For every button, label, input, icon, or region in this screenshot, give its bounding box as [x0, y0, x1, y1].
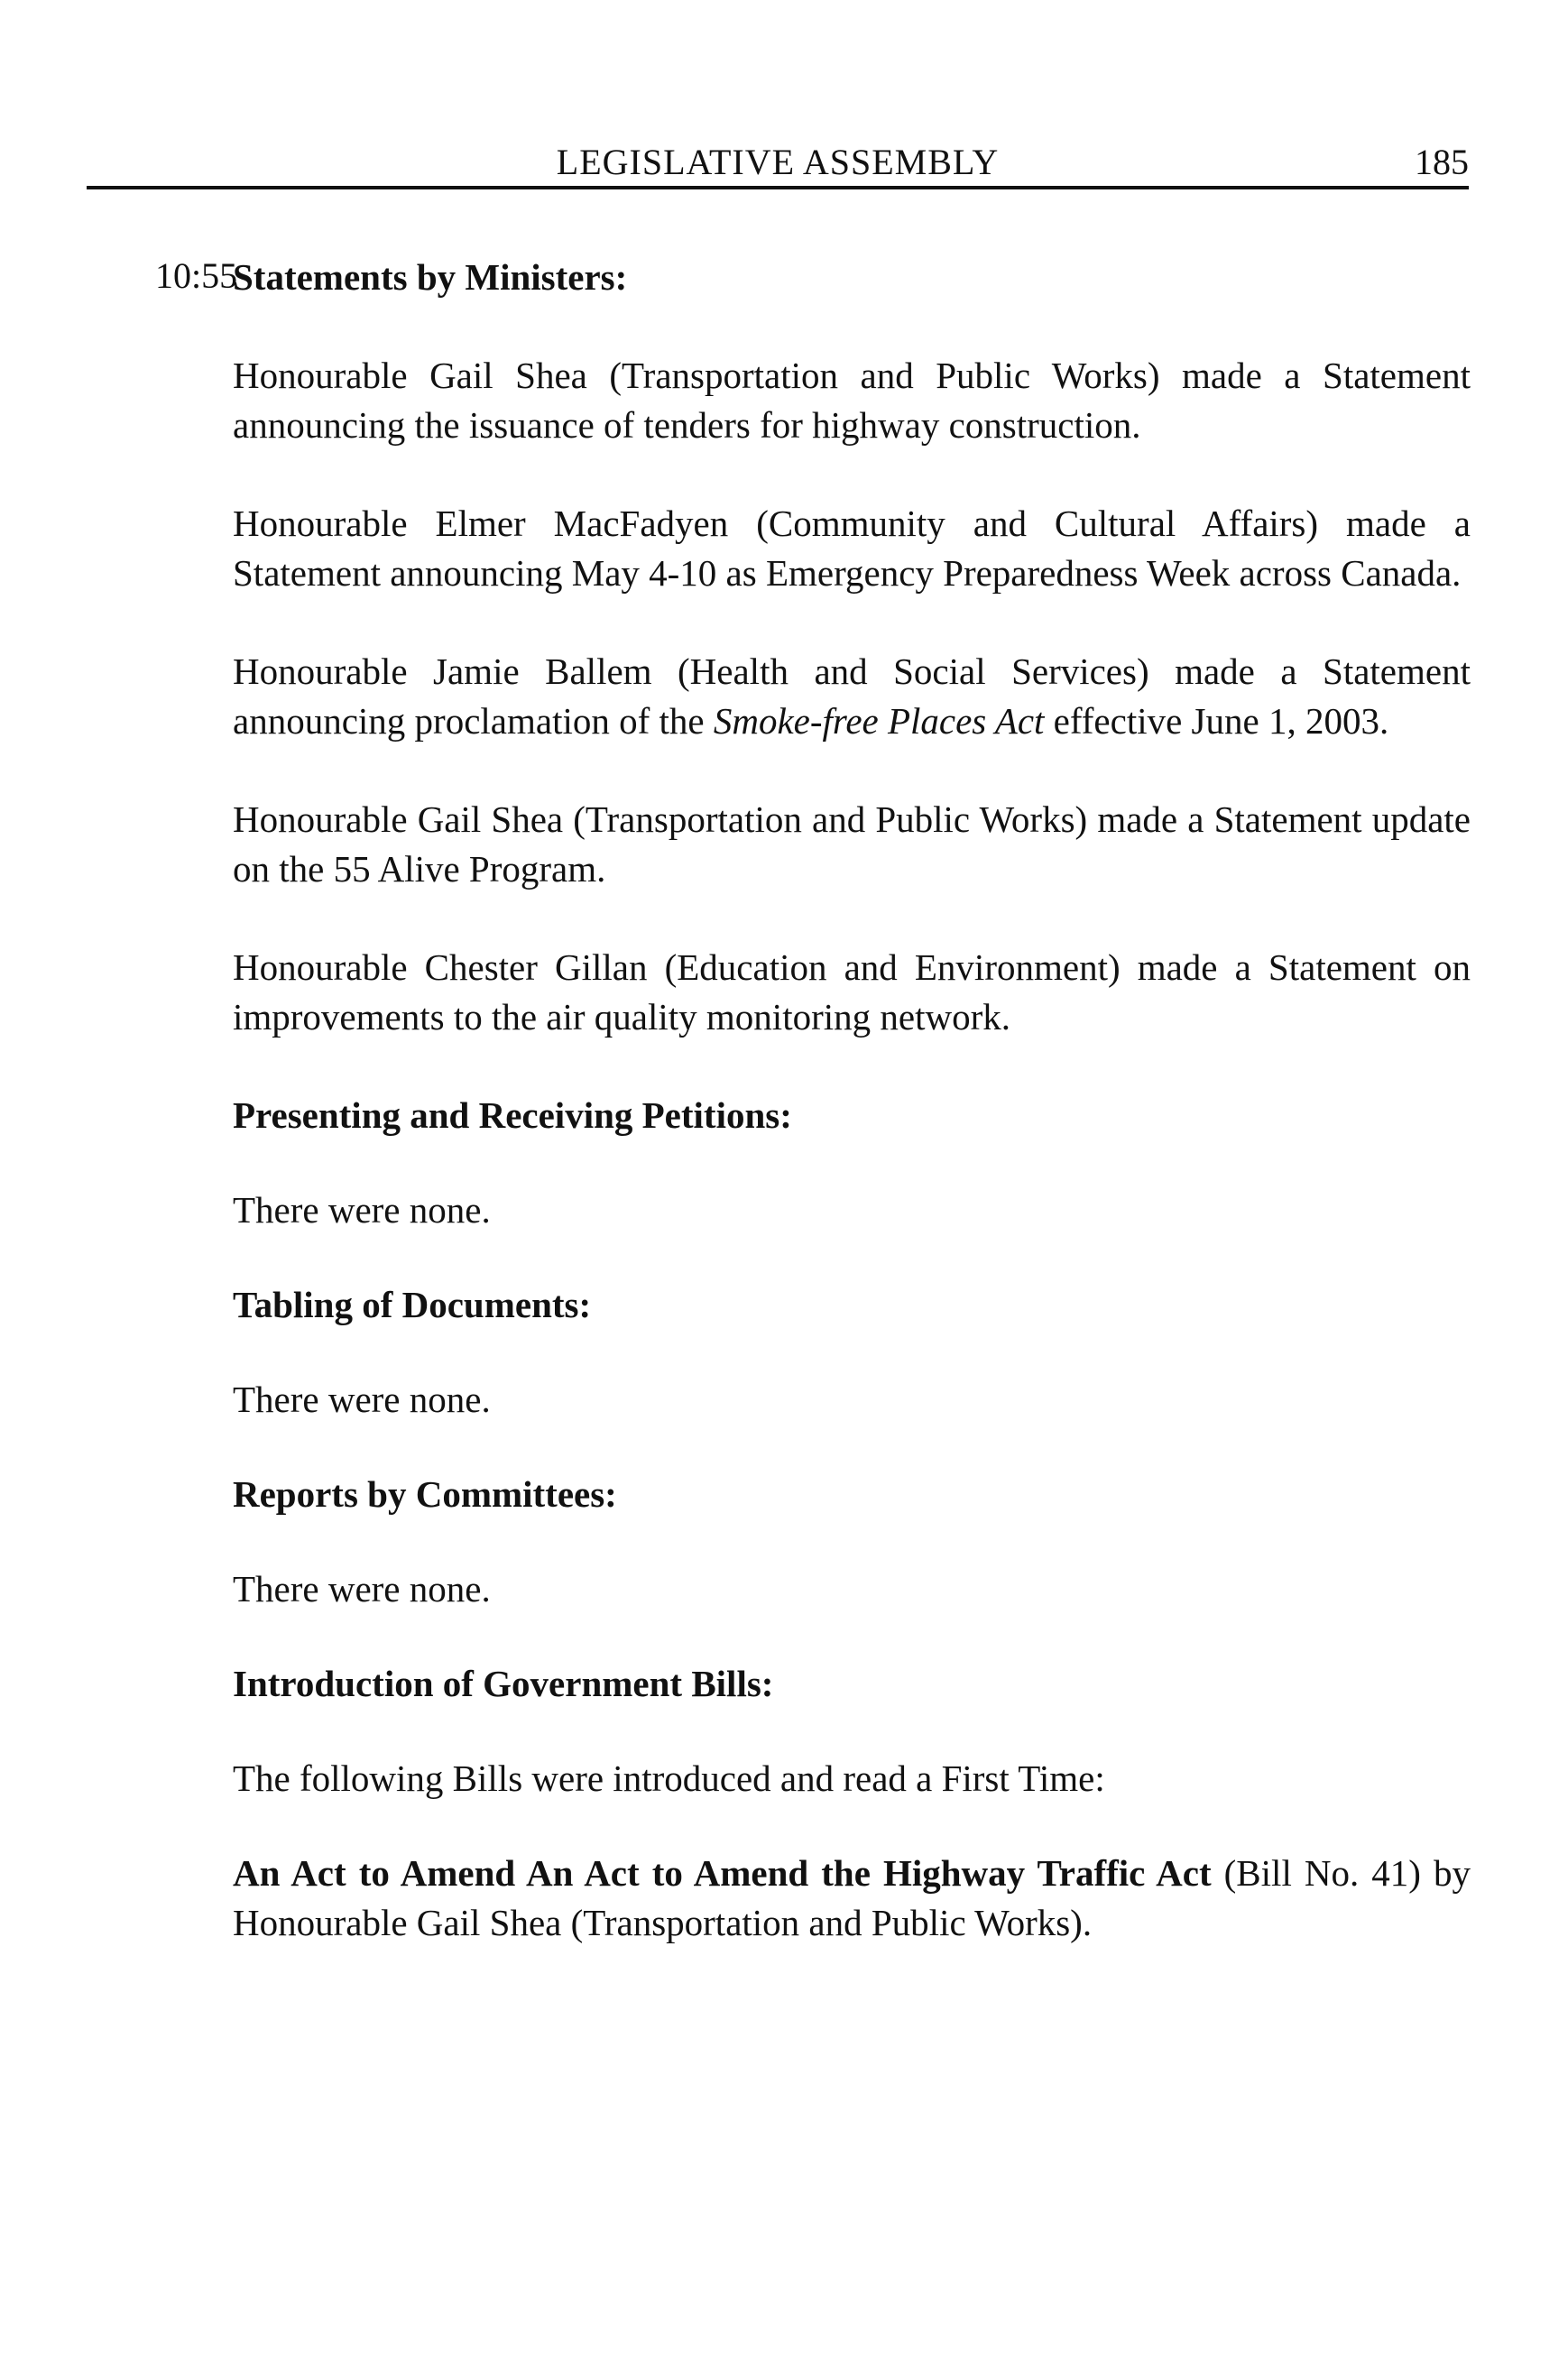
statement-paragraph: Honourable Gail Shea (Transportation and Public Works) made a Statement announcing the issuance of tenders for highway construction. [233, 355, 1471, 446]
act-title: Smoke-free Places Act [713, 700, 1045, 742]
time-marker: 10:55 [155, 255, 238, 296]
section-heading-petitions: Presenting and Receiving Petitions: [233, 1094, 792, 1136]
section-heading-bills: Introduction of Government Bills: [233, 1663, 774, 1704]
bill-title: An Act to Amend An Act to Amend the Highway Traffic Act [233, 1852, 1212, 1894]
section-heading-ministers: Statements by Ministers: [233, 256, 628, 298]
statement-text: Honourable Jamie Ballem (Health and Social Services) made a Statement announcing proclamation of the [233, 650, 1471, 742]
section-text-documents: There were none. [233, 1379, 491, 1420]
main-content [233, 253, 1471, 1948]
page-number: 185 [1415, 142, 1469, 182]
statement-paragraph: Honourable Elmer MacFadyen (Community and Cultural Affairs) made a Statement announcing May 4-10 as Emergency Preparedness Week across Canada. [233, 503, 1471, 594]
statement-paragraph: Honourable Gail Shea (Transportation and Public Works) made a Statement update on the 55 Alive Program. [233, 798, 1471, 890]
section-text-committees: There were none. [233, 1568, 491, 1610]
statement-paragraph [233, 647, 1471, 746]
section-text-petitions: There were none. [233, 1189, 491, 1231]
bills-intro: The following Bills were introduced and read a First Time: [233, 1757, 1105, 1799]
bill-detail: (Bill No. 41) by Honourable Gail Shea (Transportation and Public Works). [233, 1852, 1471, 1943]
header-title: LEGISLATIVE ASSEMBLY [556, 142, 1000, 182]
statement-text: effective June 1, 2003. [1044, 700, 1389, 742]
page-header [87, 135, 1469, 189]
bill-entry [233, 1849, 1471, 1948]
statement-paragraph: Honourable Chester Gillan (Education and Environment) made a Statement on improvements to the air quality monitoring network. [233, 946, 1471, 1038]
section-heading-committees: Reports by Committees: [233, 1473, 617, 1515]
section-heading-documents: Tabling of Documents: [233, 1284, 592, 1325]
